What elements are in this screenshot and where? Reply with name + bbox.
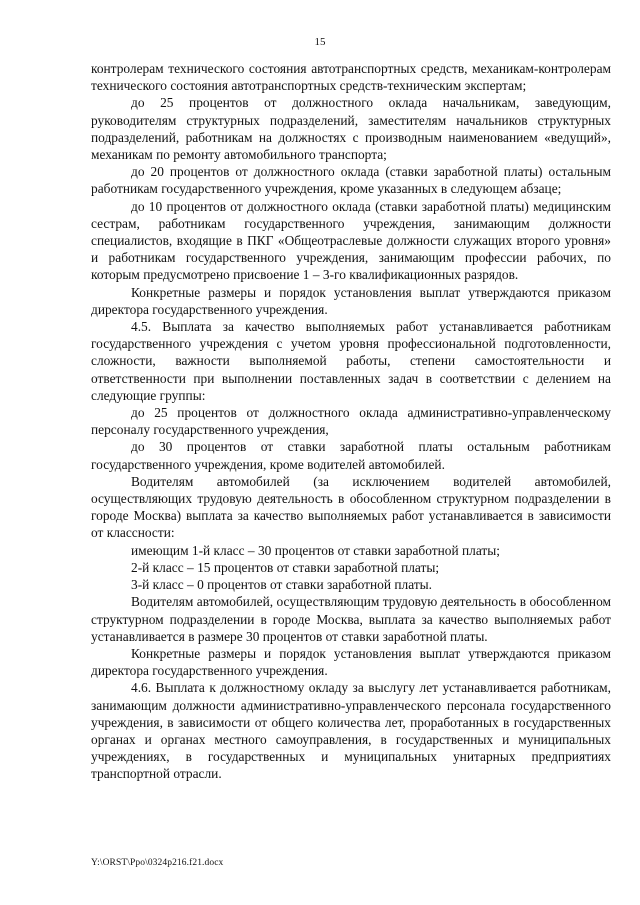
paragraph: имеющим 1-й класс – 30 процентов от ставки заработной платы;	[131, 542, 500, 558]
document-body	[91, 60, 611, 783]
paragraph: Конкретные размеры и порядок установления выплат утверждаются приказом директора государственного учреждения.	[91, 284, 611, 317]
paragraph: контролерам технического состояния автотранспортных средств, механикам-контролерам технического состояния автотранспортных средств-техническим экспертам;	[91, 61, 611, 94]
footer-file-path: Y:\ORST\Ppo\0324p216.f21.docx	[91, 858, 224, 868]
paragraph: до 20 процентов от должностного оклада (ставки заработной платы) остальным работникам государственного учреждения, кроме указанных в следующем абзаце;	[91, 164, 611, 197]
paragraph: до 25 процентов от должностного оклада начальникам, заведующим, руководителям структурных подразделений, заместителям начальников структурных подразделений, работникам на должностях с производным наименованием «ведущий», механикам по ремонту автомобильного транспорта;	[91, 95, 611, 163]
paragraph: Водителям автомобилей, осуществляющим трудовую деятельность в обособленном структурном подразделении в городе Москва, выплата за качество выполняемых работ устанавливается в размере 30 процентов от ставки заработной платы.	[91, 594, 611, 644]
paragraph: до 25 процентов от должностного оклада административно-управленческому персоналу государственного учреждения,	[91, 405, 611, 438]
paragraph: до 10 процентов от должностного оклада (ставки заработной платы) медицинским сестрам, работникам государственного учреждения, занимающим должности специалистов, входящие в ПКГ «Общеотраслевые должности служащих второго уровня» и работникам государственного учреждения, занимающим профессии рабочих, по которым предусмотрено присвоение 1 – 3-го квалификационных разрядов.	[91, 198, 611, 283]
paragraph: 4.6. Выплата к должностному окладу за выслугу лет устанавливается работникам, занимающим должности административно-управленческого персонала государственного учреждения, в зависимости от общего количества лет, проработанных в государственных органах и органах местного самоуправления, в государственных и муниципальных учреждениях, в государственных и муниципальных унитарных предприятиях транспортной отрасли.	[91, 680, 611, 782]
paragraph: Конкретные размеры и порядок установления выплат утверждаются приказом директора государственного учреждения.	[91, 645, 611, 679]
paragraph: 3-й класс – 0 процентов от ставки заработной платы.	[131, 577, 433, 593]
paragraph: 2-й класс – 15 процентов от ставки заработной платы;	[131, 559, 440, 575]
page-number: 15	[314, 36, 326, 48]
paragraph: Водителям автомобилей (за исключением водителей автомобилей, осуществляющих трудовую деятельность в обособленном структурном подразделении в городе Москва) выплата за качество выполняемых работ устанавливается в зависимости от классности:	[91, 473, 611, 541]
paragraph: до 30 процентов от ставки заработной платы остальным работникам государственного учреждения, кроме водителей автомобилей.	[91, 439, 611, 472]
paragraph: 4.5. Выплата за качество выполняемых работ устанавливается работникам государственного учреждения с учетом уровня профессиональной подготовленности, сложности, важности выполняемой работы, степени самостоятельности и ответственности при выполнении поставленных задач в соответствии с делением на следующие группы:	[91, 319, 611, 403]
